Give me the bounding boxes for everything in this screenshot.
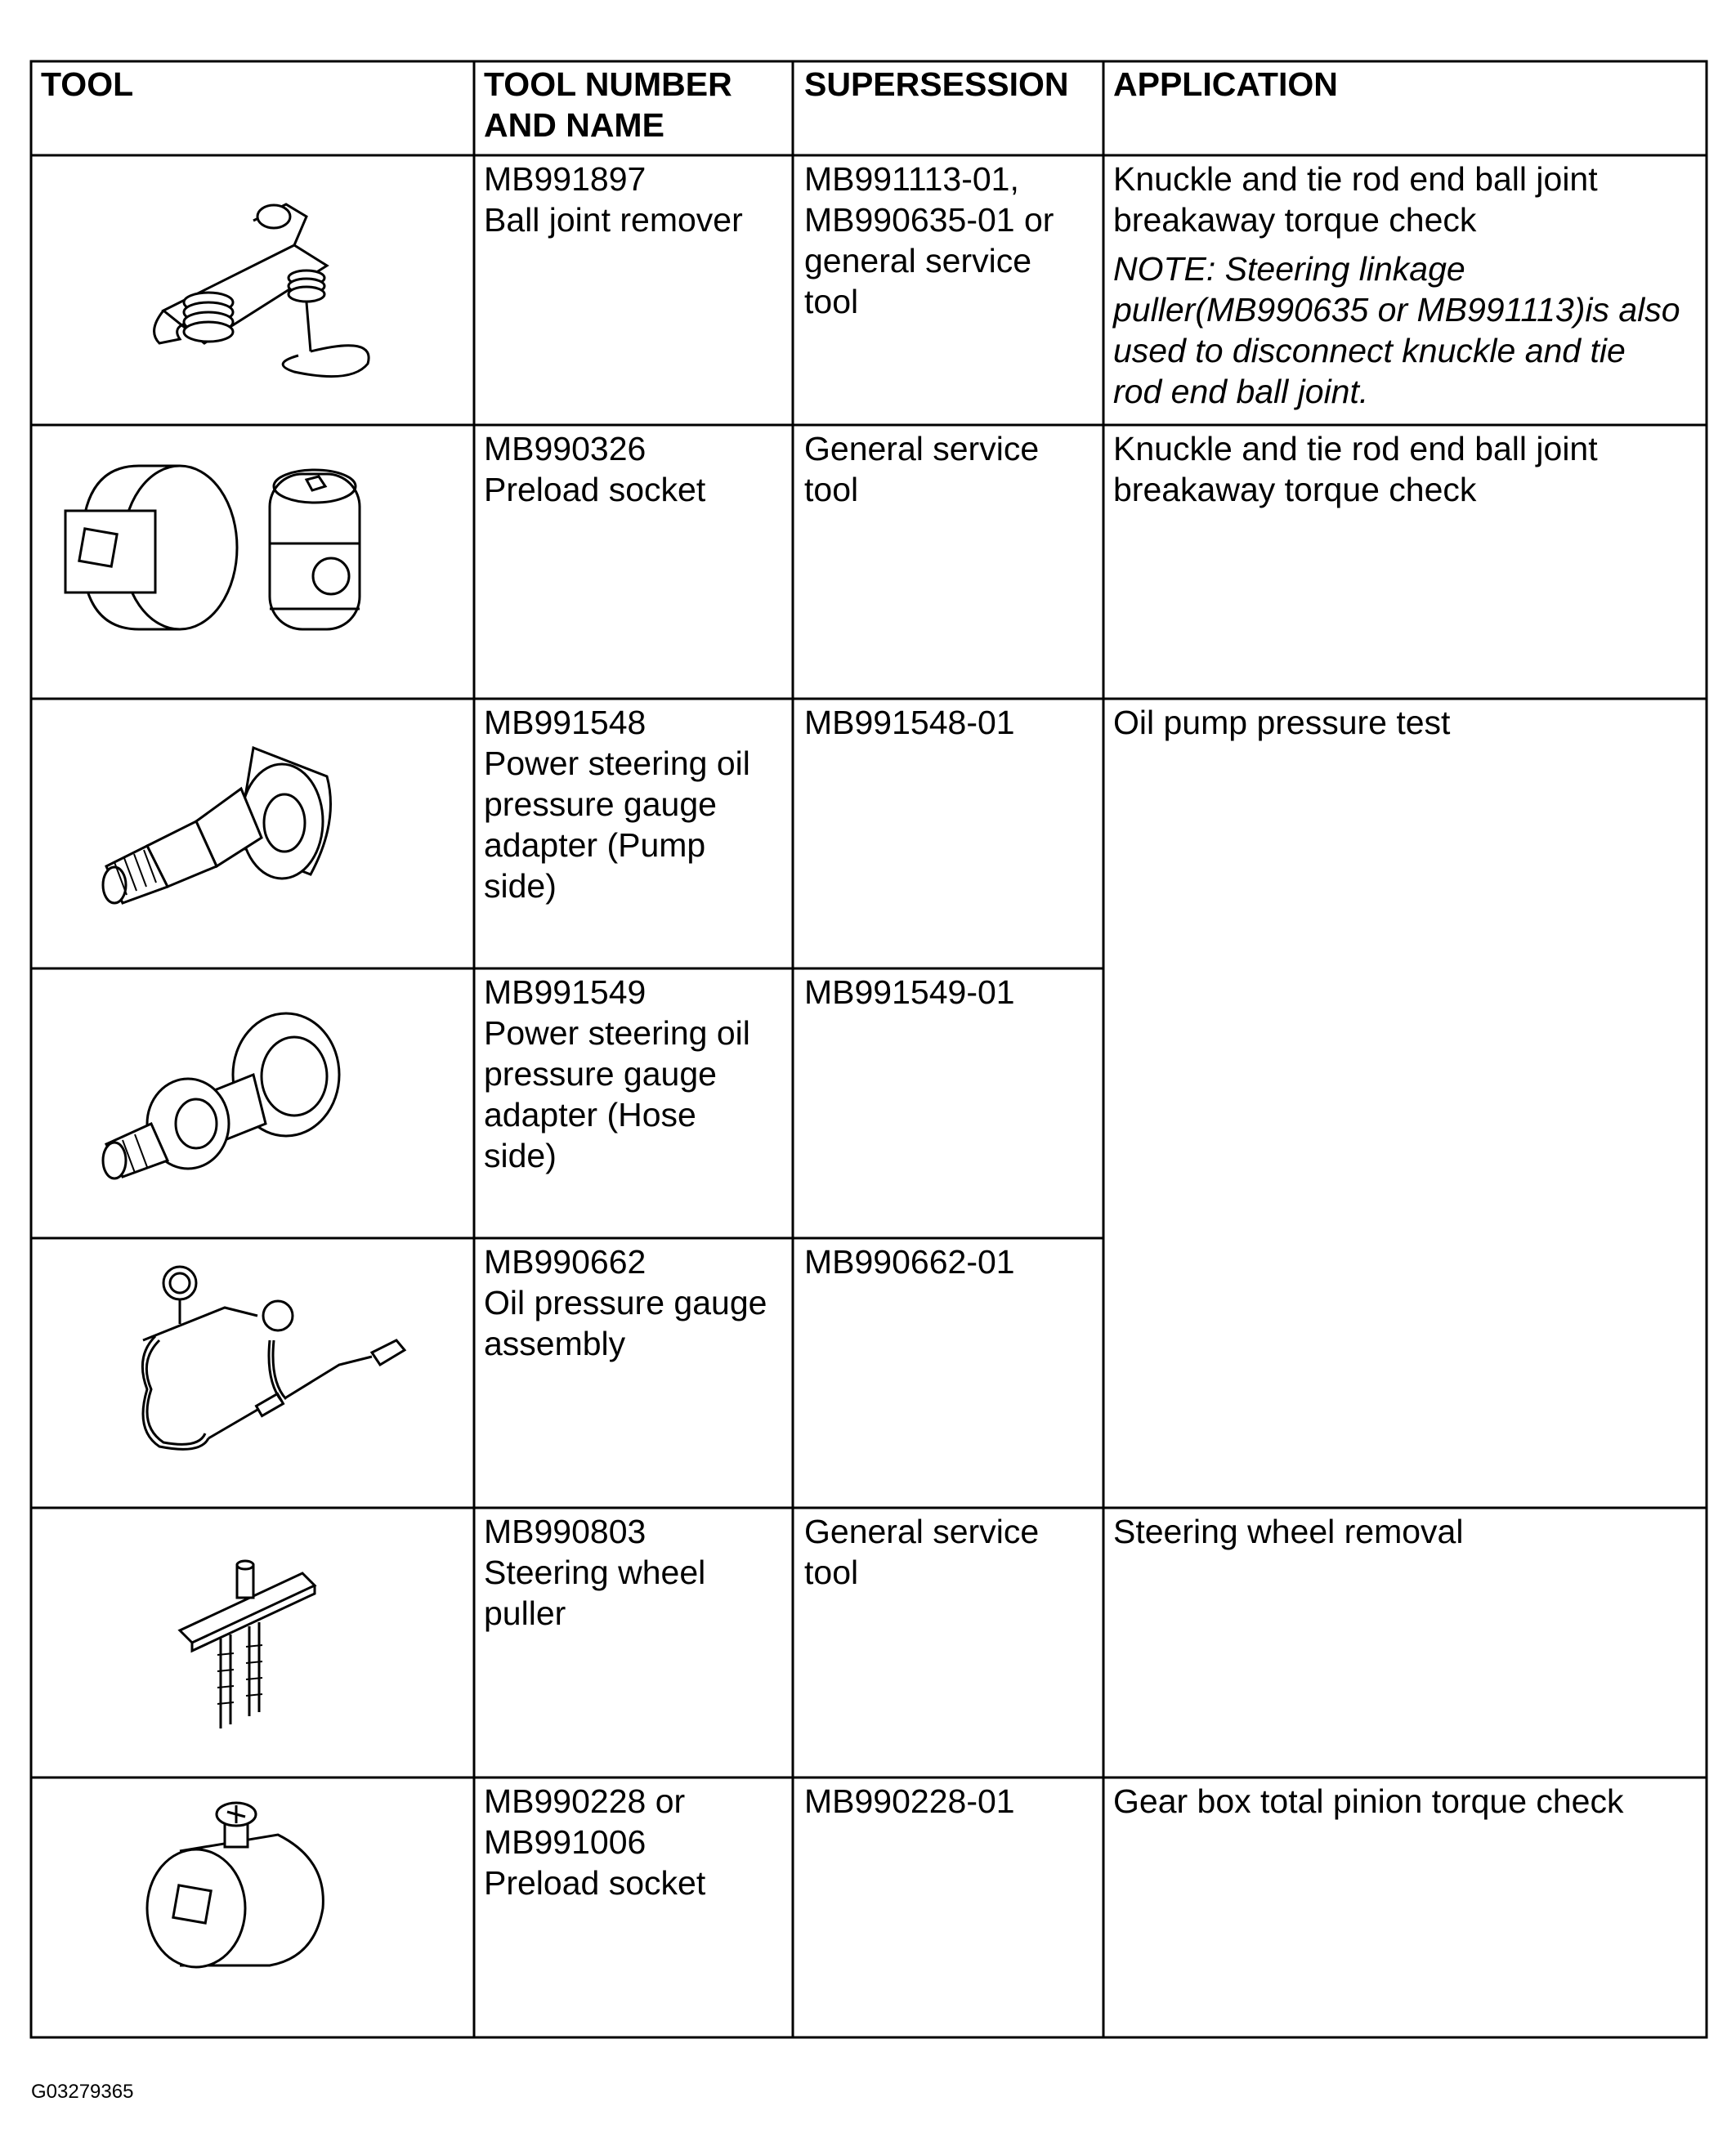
row7-number-line3: Preload socket bbox=[484, 1864, 706, 1902]
row5-supersession-line1: MB990662-01 bbox=[804, 1243, 1015, 1281]
header-application: APPLICATION bbox=[1113, 65, 1338, 103]
row1-number-line1: MB991897 bbox=[484, 160, 647, 198]
header-tool: TOOL bbox=[41, 65, 134, 103]
row1-supersession-line4: tool bbox=[804, 283, 859, 320]
oil-pressure-gauge-icon bbox=[127, 1259, 413, 1463]
row7-supersession-line1: MB990228-01 bbox=[804, 1782, 1015, 1820]
row2-number-line1: MB990326 bbox=[484, 430, 647, 467]
row3-supersession-line1: MB991548-01 bbox=[804, 704, 1015, 741]
row1-note-line2: puller(MB990635 or MB991113)is also bbox=[1113, 291, 1680, 329]
steering-wheel-puller-icon bbox=[163, 1549, 327, 1745]
row1-application-line2: breakaway torque check bbox=[1113, 201, 1477, 239]
pump-side-adapter-icon bbox=[90, 731, 351, 919]
row7-number-line1: MB990228 or bbox=[484, 1782, 686, 1820]
row6-number-line1: MB990803 bbox=[484, 1513, 647, 1550]
row3-number-line4: adapter (Pump bbox=[484, 826, 706, 864]
row4-number-line2: Power steering oil bbox=[484, 1014, 750, 1052]
row5-number-line3: assembly bbox=[484, 1325, 626, 1362]
row4-number-line1: MB991549 bbox=[484, 973, 647, 1011]
row3-number-line3: pressure gauge bbox=[484, 785, 717, 823]
row6-number-line2: Steering wheel bbox=[484, 1554, 706, 1591]
row4-supersession-line1: MB991549-01 bbox=[804, 973, 1015, 1011]
preload-socket-icon bbox=[57, 454, 384, 642]
row6-application-line1: Steering wheel removal bbox=[1113, 1513, 1464, 1550]
figure-code: G03279365 bbox=[31, 2081, 134, 2103]
row1-application-line1: Knuckle and tie rod end ball joint bbox=[1113, 160, 1598, 198]
hose-side-adapter-icon bbox=[90, 1001, 351, 1189]
header-tool-number-line2: AND NAME bbox=[484, 106, 664, 144]
row1-note-line4: rod end ball joint. bbox=[1113, 373, 1369, 410]
pinion-preload-socket-icon bbox=[131, 1794, 335, 1982]
row2-application-line2: breakaway torque check bbox=[1113, 471, 1477, 508]
row3-number-line5: side) bbox=[484, 867, 557, 905]
row6-number-line3: puller bbox=[484, 1594, 566, 1632]
row2-number-line2: Preload socket bbox=[484, 471, 706, 508]
row6-supersession-line2: tool bbox=[804, 1554, 859, 1591]
row2-supersession-line2: tool bbox=[804, 471, 859, 508]
row1-supersession-line3: general service bbox=[804, 242, 1032, 279]
row4-number-line3: pressure gauge bbox=[484, 1055, 717, 1093]
row1-supersession-line2: MB990635-01 or bbox=[804, 201, 1054, 239]
row7-number-line2: MB991006 bbox=[484, 1823, 647, 1861]
row2-supersession-line1: General service bbox=[804, 430, 1040, 467]
row1-number-line2: Ball joint remover bbox=[484, 201, 743, 239]
row3-application-line1: Oil pump pressure test bbox=[1113, 704, 1451, 741]
row1-supersession-line1: MB991113-01, bbox=[804, 160, 1019, 198]
row3-number-line2: Power steering oil bbox=[484, 745, 750, 782]
row5-number-line2: Oil pressure gauge bbox=[484, 1284, 767, 1321]
row3-number-line1: MB991548 bbox=[484, 704, 647, 741]
row4-number-line5: side) bbox=[484, 1137, 557, 1174]
row1-note-line3: used to disconnect knuckle and tie bbox=[1113, 332, 1626, 369]
ball-joint-remover-icon bbox=[131, 188, 392, 392]
header-supersession: SUPERSESSION bbox=[804, 65, 1069, 103]
row4-number-line4: adapter (Hose bbox=[484, 1096, 696, 1134]
row6-supersession-line1: General service bbox=[804, 1513, 1040, 1550]
row1-note-line1: NOTE: Steering linkage bbox=[1113, 250, 1465, 288]
row7-application-line1: Gear box total pinion torque check bbox=[1113, 1782, 1624, 1820]
row2-application-line1: Knuckle and tie rod end ball joint bbox=[1113, 430, 1598, 467]
row5-number-line1: MB990662 bbox=[484, 1243, 647, 1281]
header-tool-number-line1: TOOL NUMBER bbox=[484, 65, 732, 103]
